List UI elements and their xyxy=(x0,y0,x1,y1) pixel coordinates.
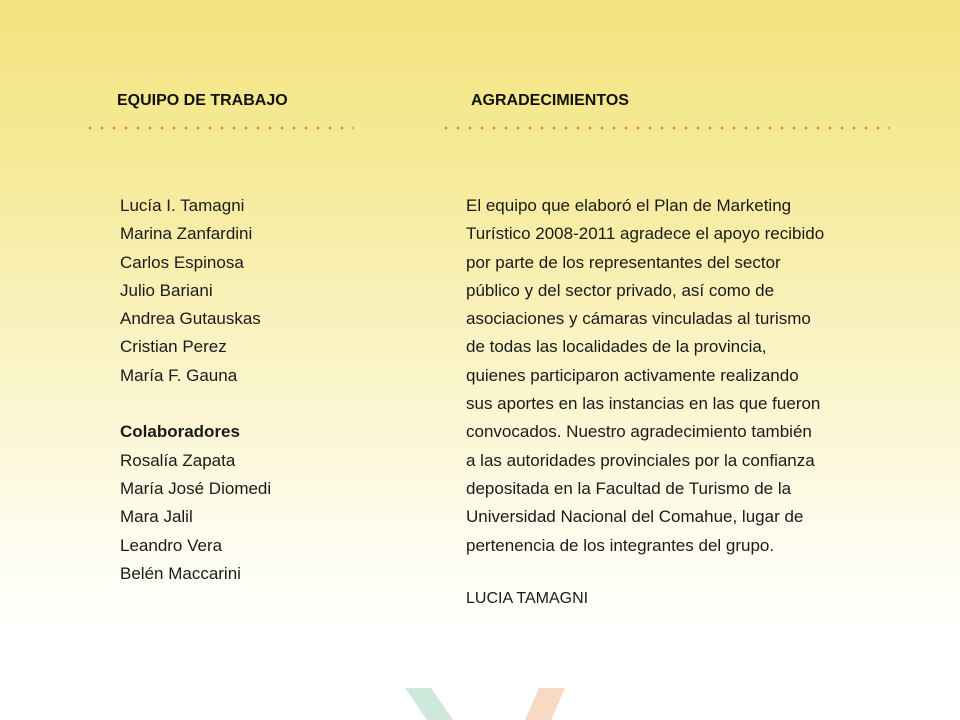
acknowledgement-line: Universidad Nacional del Comahue, lugar de xyxy=(466,507,804,527)
acknowledgement-line: sus aportes en las instancias en las que fueron xyxy=(466,394,821,414)
collaborator: Belén Maccarini xyxy=(120,563,241,583)
acknowledgements-heading: AGRADECIMIENTOS xyxy=(471,92,629,109)
dotted-divider-right xyxy=(440,126,890,130)
acknowledgement-line: Turístico 2008-2011 agradece el apoyo recibido xyxy=(466,224,825,244)
acknowledgement-line: de todas las localidades de la provincia, xyxy=(466,337,767,357)
spacer xyxy=(120,390,271,418)
acknowledgement-line: pertenencia de los integrantes del grupo. xyxy=(466,535,775,555)
orange-chevron-shape xyxy=(525,688,565,720)
team-member: María F. Gauna xyxy=(120,365,238,385)
signature: LUCIA TAMAGNI xyxy=(466,590,589,607)
acknowledgement-line: convocados. Nuestro agradecimiento también xyxy=(466,422,812,442)
acknowledgement-line: público y del sector privado, así como de xyxy=(466,280,775,300)
team-member: Marina Zanfardini xyxy=(120,224,253,244)
acknowledgement-line: por parte de los representantes del sector xyxy=(466,252,781,272)
acknowledgement-line: El equipo que elaboró el Plan de Marketing xyxy=(466,196,792,215)
team-member: Julio Bariani xyxy=(120,280,213,300)
collaborator: Leandro Vera xyxy=(120,535,223,555)
green-chevron-shape xyxy=(405,688,453,720)
acknowledgement-line: depositada en la Facultad de Turismo de la xyxy=(466,478,792,498)
collaborator: María José Diomedi xyxy=(120,478,272,498)
orange-chevron-decoration xyxy=(525,688,585,720)
acknowledgement-line: a las autoridades provinciales por la confianza xyxy=(466,450,815,470)
collaborator: Mara Jalil xyxy=(120,507,193,527)
team-member: Lucía I. Tamagni xyxy=(120,196,245,215)
dotted-divider-left xyxy=(84,126,354,130)
team-member: Andrea Gutauskas xyxy=(120,309,261,329)
team-heading: EQUIPO DE TRABAJO xyxy=(117,92,288,109)
team-member: Carlos Espinosa xyxy=(120,252,244,272)
team-column xyxy=(120,192,271,588)
collaborator: Rosalía Zapata xyxy=(120,450,236,470)
acknowledgements-text xyxy=(466,192,886,560)
acknowledgement-line: asociaciones y cámaras vinculadas al turismo xyxy=(466,309,811,329)
team-member: Cristian Perez xyxy=(120,337,227,357)
green-chevron-decoration xyxy=(405,688,465,720)
acknowledgement-line: quienes participaron activamente realizando xyxy=(466,365,799,385)
collaborators-heading: Colaboradores xyxy=(120,422,240,442)
